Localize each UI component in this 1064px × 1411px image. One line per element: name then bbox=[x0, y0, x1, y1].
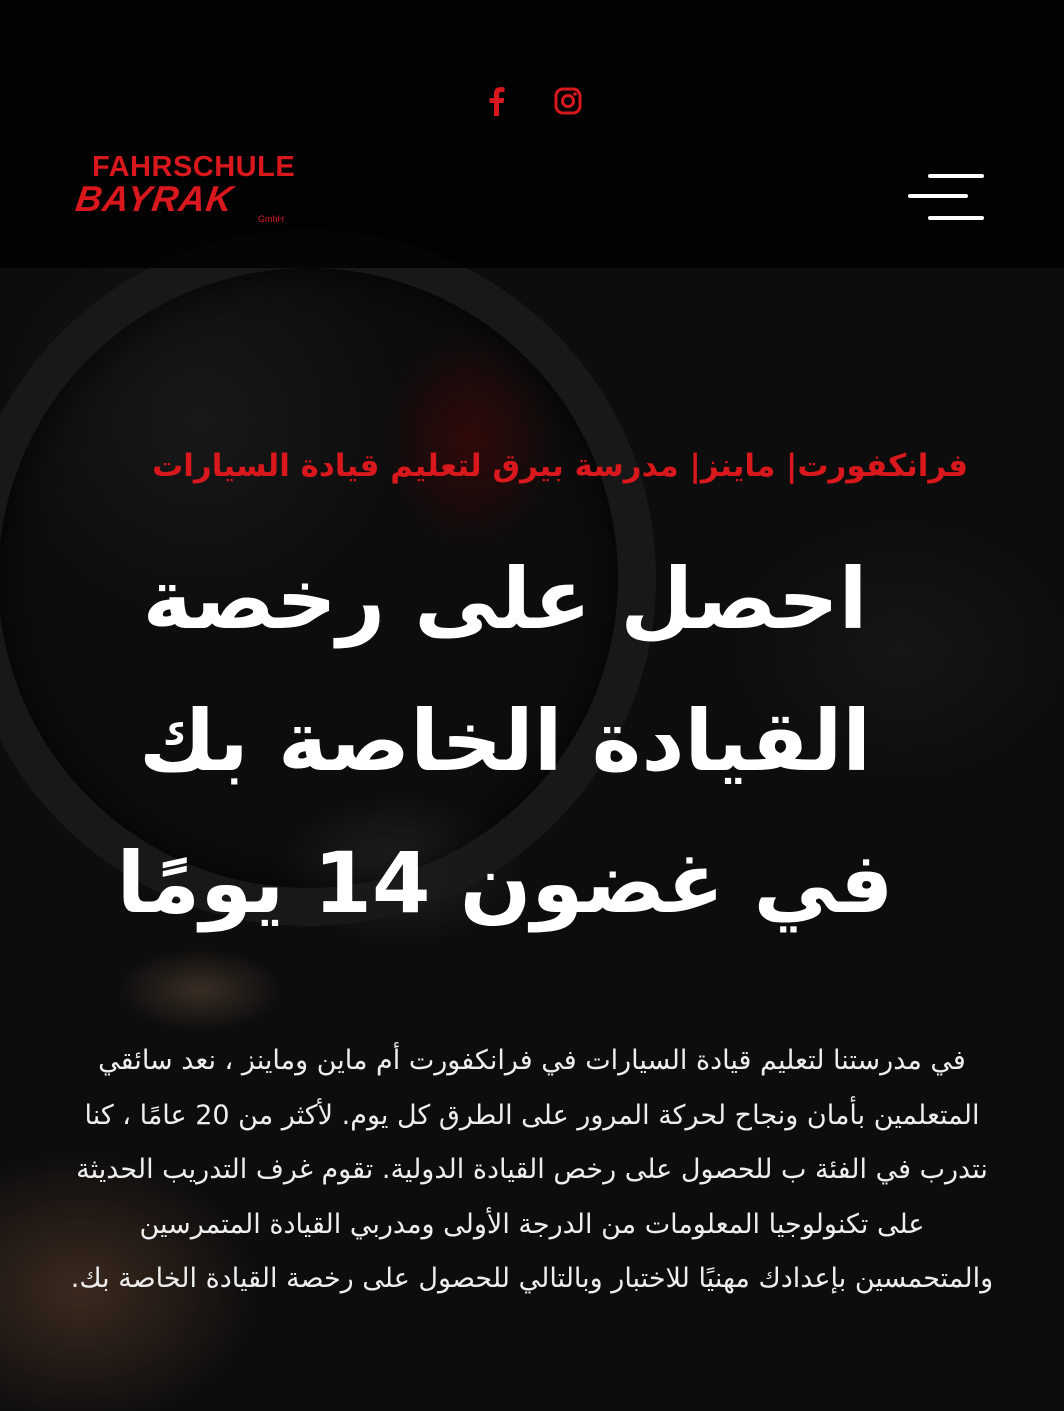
hero-headline: احصل على رخصة القيادة الخاصة بك في غضون 14 يومًا bbox=[116, 550, 894, 932]
logo-suffix: GmbH bbox=[258, 214, 285, 224]
logo-line2: BAYRAK bbox=[73, 178, 237, 219]
hamburger-menu-icon[interactable] bbox=[906, 172, 986, 224]
facebook-icon[interactable] bbox=[479, 84, 513, 118]
social-links bbox=[0, 84, 1064, 118]
instagram-icon[interactable] bbox=[551, 84, 585, 118]
brand-logo[interactable] bbox=[73, 151, 316, 232]
site-header bbox=[0, 0, 1064, 268]
hero-subtitle: فرانكفورت| ماينز| مدرسة بيرق لتعليم قيادة السيارات bbox=[152, 448, 968, 484]
logo-line1: FAHRSCHULE bbox=[92, 151, 296, 183]
hero-description: في مدرستنا لتعليم قيادة السيارات في فرانكفورت أم ماين وماينز ، نعد سائقي المتعلمين بأمان ونجاح لحركة المرور على الطرق كل يوم. لأكثر من 20 عامًا ، كنا نتدرب في الفئة ب للحصول على رخص القيادة الدولية. تقوم غرف التدريب الحديثة على تكنولوجيا المعلومات من الدرجة الأولى ومدربي القيادة المتمرسين والمتحمسين بإعدادك مهنيًا للاختبار وبالتالي للحصول على رخصة القيادة الخاصة بك. bbox=[70, 1045, 994, 1294]
